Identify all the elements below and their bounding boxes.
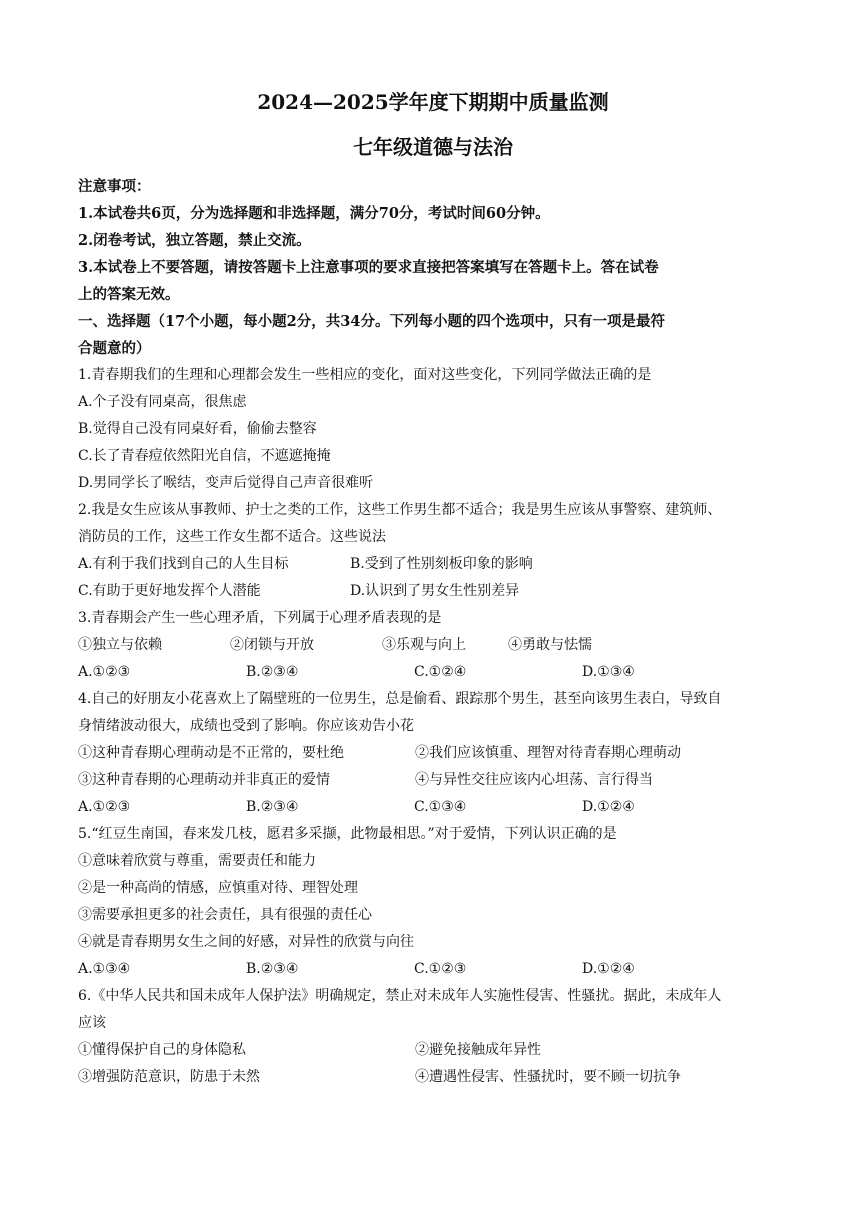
- exam-subject: 七年级道德与法治: [353, 135, 513, 159]
- statement: ③增强防范意识，防患于未然: [78, 1069, 260, 1085]
- exam-title: 2024—2025学年度下期期中质量监测: [257, 90, 609, 114]
- option-a: A.①②③: [78, 664, 131, 680]
- option-b: B.②③④: [246, 961, 299, 977]
- note-item: 1.本试卷共6页，分为选择题和非选择题，满分70分，考试时间60分钟。: [78, 205, 550, 222]
- statement: ④勇敢与怯懦: [508, 637, 592, 653]
- statement: ③需要承担更多的社会责任，具有很强的责任心: [78, 907, 372, 923]
- question-stem: 应该: [78, 1015, 106, 1031]
- statement: ②避免接触成年异性: [415, 1042, 541, 1058]
- statement: ③乐观与向上: [382, 637, 466, 653]
- option-b: B.觉得自己没有同桌好看，偷偷去整容: [78, 421, 317, 437]
- statement: ④遭遇性侵害、性骚扰时，要不顾一切抗争: [415, 1069, 681, 1085]
- statement: ①意味着欣赏与尊重，需要责任和能力: [78, 853, 316, 869]
- question-stem: 6.《中华人民共和国未成年人保护法》明确规定，禁止对未成年人实施性侵害、性骚扰。据此，未成年人: [78, 988, 722, 1004]
- question-stem: 消防员的工作，这些工作女生都不适合。这些说法: [78, 529, 386, 545]
- option-row: [78, 659, 788, 686]
- option-a: A.有利于我们找到自己的人生目标: [78, 556, 289, 572]
- statement: ①这种青春期心理萌动是不正常的，要杜绝: [78, 745, 344, 761]
- statement: ①懂得保护自己的身体隐私: [78, 1042, 246, 1058]
- option-a: A.个子没有同桌高，很焦虑: [78, 394, 247, 410]
- statement-row: [78, 1037, 788, 1064]
- note-item: 2.闭卷考试，独立答题，禁止交流。: [78, 232, 311, 249]
- notes-heading: 注意事项：: [78, 178, 151, 195]
- question-stem: 5.“红豆生南国，春来发几枝，愿君多采撷，此物最相思。”对于爱情，下列认识正确的是: [78, 826, 617, 842]
- question-stem: 身情绪波动很大，成绩也受到了影响。你应该劝告小花: [78, 718, 414, 734]
- statement: ④与异性交往应该内心坦荡、言行得当: [415, 772, 653, 788]
- note-item: 3.本试卷上不要答题，请按答题卡上注意事项的要求直接把答案填写在答题卡上。答在试卷: [78, 259, 659, 276]
- question-stem: 3.青春期会产生一些心理矛盾，下列属于心理矛盾表现的是: [78, 610, 442, 626]
- option-d: D.①②④: [582, 799, 635, 815]
- statement: ①独立与依赖: [78, 637, 162, 653]
- option-row: [78, 551, 788, 578]
- option-row: [78, 794, 788, 821]
- exam-page: [78, 88, 788, 1091]
- section-heading: 合题意的）: [78, 340, 151, 357]
- option-c: C.①②③: [414, 961, 467, 977]
- question-stem: 2.我是女生应该从事教师、护士之类的工作，这些工作男生都不适合；我是男生应该从事警察、建筑师、: [78, 502, 722, 518]
- option-d: D.①③④: [582, 664, 635, 680]
- statement: ②是一种高尚的情感，应慎重对待、理智处理: [78, 880, 358, 896]
- section-heading: 一、选择题（17个小题，每小题2分，共34分。下列每小题的四个选项中，只有一项是最符: [78, 313, 665, 330]
- statement-row: [78, 1064, 788, 1091]
- statement-row: [78, 767, 788, 794]
- option-d: D.男同学长了喉结，变声后觉得自己声音很难听: [78, 475, 374, 491]
- option-c: C.①②④: [414, 664, 467, 680]
- statement-row: [78, 740, 788, 767]
- option-d: D.①②④: [582, 961, 635, 977]
- option-b: B.②③④: [246, 799, 299, 815]
- option-b: B.②③④: [246, 664, 299, 680]
- statement: ③这种青春期的心理萌动并非真正的爱情: [78, 772, 330, 788]
- statement: ②闭锁与开放: [230, 637, 314, 653]
- option-b: B.受到了性别刻板印象的影响: [350, 556, 533, 572]
- option-row: [78, 956, 788, 983]
- option-c: C.长了青春痘依然阳光自信，不遮遮掩掩: [78, 448, 331, 464]
- option-c: C.有助于更好地发挥个人潜能: [78, 583, 261, 599]
- option-d: D.认识到了男女生性别差异: [350, 583, 520, 599]
- option-c: C.①③④: [414, 799, 467, 815]
- question-stem: 1.青春期我们的生理和心理都会发生一些相应的变化，面对这些变化，下列同学做法正确的是: [78, 367, 652, 383]
- option-a: A.①②③: [78, 799, 131, 815]
- statement: ②我们应该慎重、理智对待青春期心理萌动: [415, 745, 681, 761]
- question-stem: 4.自己的好朋友小花喜欢上了隔壁班的一位男生，总是偷看、跟踪那个男生，甚至向该男生表白，导致自: [78, 691, 722, 707]
- statement-row: [78, 632, 788, 659]
- option-row: [78, 578, 788, 605]
- option-a: A.①③④: [78, 961, 131, 977]
- statement: ④就是青春期男女生之间的好感，对异性的欣赏与向往: [78, 934, 414, 950]
- note-item: 上的答案无效。: [78, 286, 180, 303]
